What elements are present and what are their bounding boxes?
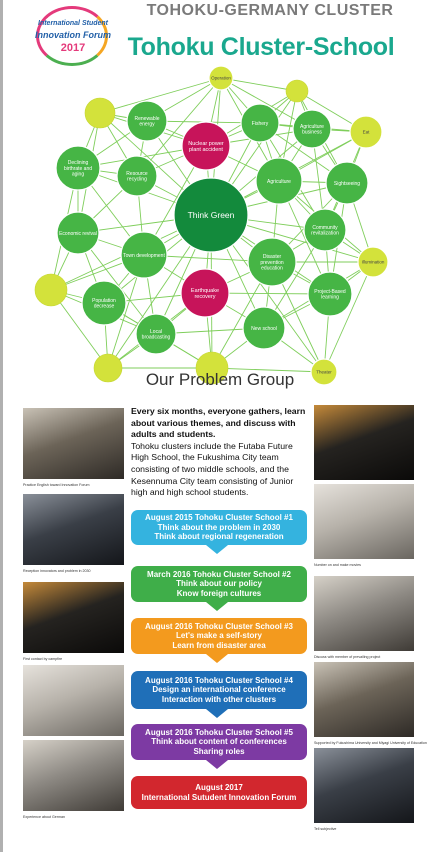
problem-node — [248, 238, 296, 286]
photo-image — [314, 662, 414, 737]
timeline-step-5 — [131, 724, 307, 760]
timeline-title: August 2016 Tohoku Cluster School #4 — [145, 675, 293, 685]
photo-image — [314, 576, 414, 651]
intro-text — [131, 406, 311, 499]
timeline-line2: Interaction with other clusters — [161, 694, 277, 704]
photo-left-1 — [23, 408, 124, 488]
photo-caption: Discuss with member of prevailing project — [314, 655, 381, 659]
problem-node — [57, 212, 99, 254]
intro-bold: Every six months, everyone gathers, learn about various themes, and discuss with adults and students. — [131, 406, 306, 440]
node-label: Population decrease — [92, 297, 116, 310]
timeline-line2: Think about regional regeneration — [154, 532, 284, 542]
timeline-arrow — [206, 709, 228, 718]
photo-caption: Experience about German — [23, 815, 65, 819]
problem-node — [209, 66, 233, 90]
school-title: Tohoku Cluster-School — [127, 33, 395, 61]
cluster-title: TOHOKU-GERMANY CLUSTER — [146, 2, 394, 19]
logo-line2: Innovation Forum — [35, 30, 111, 40]
problem-node — [304, 209, 346, 251]
node-label: Think Green — [187, 209, 235, 220]
photo-caption: Supported by Fukushima University and Miyagi University of Education — [314, 741, 427, 745]
timeline-step-3 — [131, 618, 307, 654]
node-circle — [85, 98, 115, 128]
problem-node — [256, 158, 302, 204]
timeline-title: August 2017 — [195, 783, 243, 793]
timeline-line2: Know foreign cultures — [176, 588, 262, 598]
logo-year: 2017 — [60, 42, 86, 54]
timeline-step-1 — [131, 510, 307, 545]
node-label: Eat — [362, 129, 370, 135]
timeline-title: August 2015 Tohoku Cluster School #1 — [145, 513, 293, 523]
node-label: Town development — [123, 252, 165, 259]
photo-image — [23, 494, 124, 565]
photo-caption: Reception innovators and problem in 2030 — [23, 569, 91, 573]
timeline-arrow — [206, 602, 228, 611]
problem-network-diagram — [0, 60, 440, 380]
decorative-node — [85, 98, 115, 128]
photo-image — [314, 748, 414, 823]
problem-node — [82, 281, 126, 325]
photo-caption: Tell subjective — [314, 827, 337, 831]
problem-node — [308, 272, 352, 316]
problem-node — [350, 116, 382, 148]
problem-node — [56, 146, 100, 190]
timeline-line2: Learn from disaster area — [172, 640, 266, 650]
node-label: Declining birthrate and aging — [63, 160, 93, 178]
timeline-line1: Think about our policy — [176, 579, 262, 589]
problem-node — [326, 162, 368, 204]
timeline-title: August 2016 Tohoku Cluster School #5 — [145, 727, 293, 737]
node-label: Agriculture business — [300, 123, 324, 136]
decorative-node — [35, 274, 67, 306]
logo-line1: International Student — [38, 20, 108, 27]
node-label: Theater — [316, 369, 332, 375]
problem-node — [243, 307, 285, 349]
photo-right-5 — [314, 748, 414, 832]
node-label: New school — [251, 325, 277, 332]
timeline-arrow — [206, 760, 228, 769]
timeline-line1: Design an international conference — [152, 685, 286, 695]
node-label: Sightseeing — [333, 180, 361, 187]
photo-left-4 — [23, 665, 124, 745]
node-label: Resource recycling — [126, 170, 148, 183]
problem-node — [181, 269, 229, 317]
intro-body: Tohoku clusters include the Futaba Future High School, the Fukushima City team consisting of two middle schools, and the Kesennuma City team consisting of Junior high and high school students. — [131, 440, 294, 498]
photo-image — [23, 408, 124, 479]
node-circle — [35, 274, 67, 306]
node-label: Fishery — [251, 120, 269, 127]
timeline-line1: Think about the problem in 2030 — [157, 522, 281, 532]
photo-left-3 — [23, 582, 124, 662]
problem-node — [117, 156, 157, 196]
decorative-node — [286, 80, 308, 102]
timeline-line1: Let's make a self-story — [176, 631, 262, 641]
photo-image — [23, 582, 124, 653]
photo-image — [314, 405, 414, 480]
node-circle — [286, 80, 308, 102]
timeline-arrow — [206, 654, 228, 663]
node-label: Agriculture — [267, 178, 291, 185]
timeline-title: August 2016 Tohoku Cluster School #3 — [145, 621, 293, 631]
timeline-line1: Think about content of conferences — [151, 737, 287, 747]
problem-node — [127, 101, 167, 141]
problem-node — [358, 247, 388, 277]
node-label: Operation — [211, 75, 231, 81]
network-caption: Our Problem Group — [145, 370, 295, 389]
timeline-step-6 — [131, 776, 307, 809]
node-label: Community revitalization — [311, 224, 339, 237]
photo-caption: Practice English toward Innovation Forum — [23, 483, 90, 487]
timeline-step-4 — [131, 671, 307, 709]
problem-node — [182, 122, 230, 170]
photo-image — [23, 740, 124, 811]
photo-right-3 — [314, 576, 414, 660]
node-think-green — [174, 178, 248, 252]
photo-caption: First contact by campfire — [23, 657, 63, 661]
timeline-arrow — [206, 545, 228, 554]
timeline-line2: Sharing roles — [193, 746, 245, 756]
problem-node — [136, 314, 176, 354]
photo-caption: Number on and make movies — [314, 563, 361, 567]
problem-node — [241, 104, 279, 142]
node-label: Project-Based learning — [314, 288, 346, 301]
node-label: Economic revival — [59, 230, 97, 237]
photo-image — [314, 484, 414, 559]
problem-node — [121, 232, 167, 278]
timeline-title: March 2016 Tohoku Cluster School #2 — [147, 569, 291, 579]
node-label: Local broadcasting — [141, 328, 171, 341]
photo-right-1 — [314, 405, 414, 489]
node-label: Illumination — [361, 259, 385, 265]
photo-right-4 — [314, 662, 427, 746]
timeline-line1: International Sutudent Innovation Forum — [141, 792, 297, 802]
photo-right-2 — [314, 484, 414, 568]
node-label: Disaster prevention education — [260, 254, 284, 272]
photo-left-2 — [23, 494, 124, 574]
node-label: Renewable energy — [134, 115, 160, 128]
timeline-step-2 — [131, 566, 307, 602]
node-label: Nuclear power plant accident — [188, 140, 224, 154]
photo-left-5 — [23, 740, 124, 820]
photo-image — [23, 665, 124, 736]
node-label: Earthquake recovery — [190, 287, 220, 301]
problem-node — [293, 110, 331, 148]
